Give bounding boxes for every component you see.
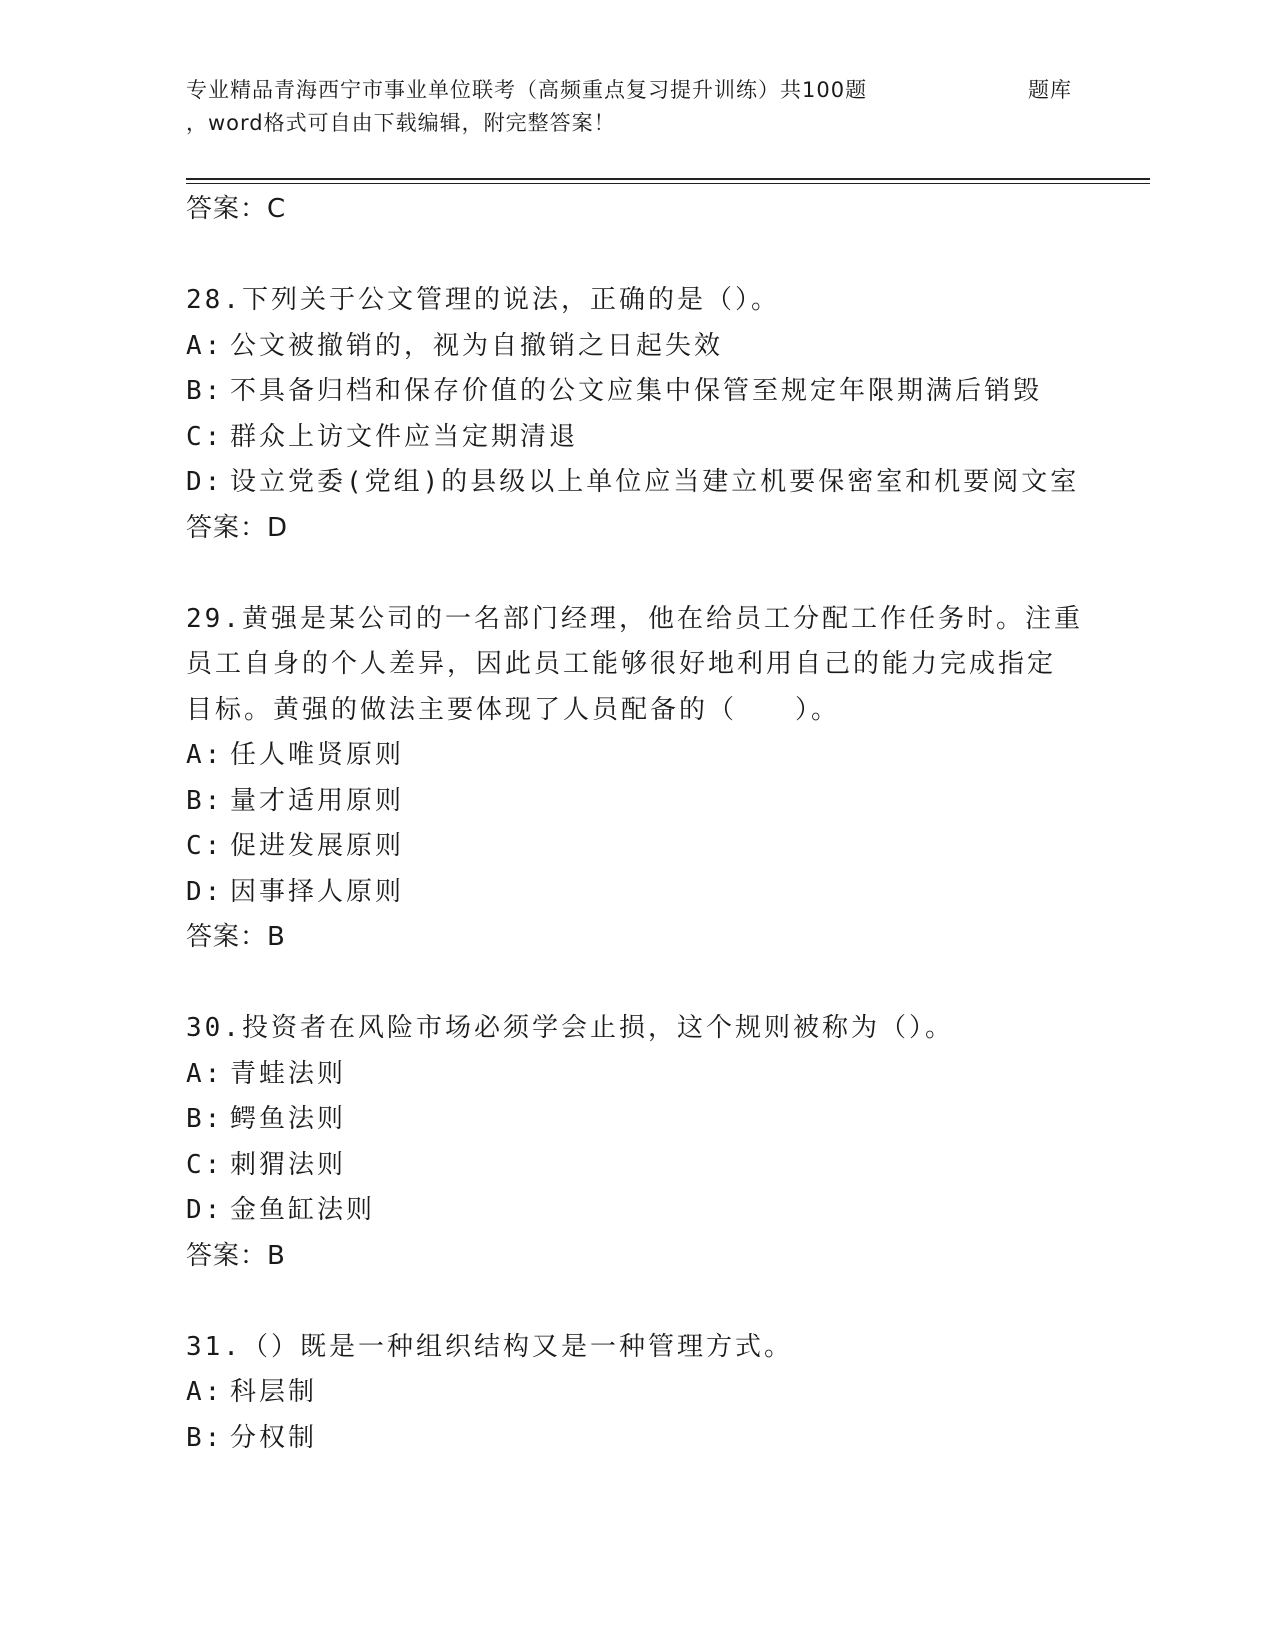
option-a: [186, 733, 1086, 779]
answer-line: 答案：B: [186, 922, 286, 952]
header-title-line-2: ，word格式可自由下载编辑，附完整答案！: [186, 111, 616, 135]
option-text: 分权制: [230, 1422, 318, 1453]
header-title-line-1: 专业精品青海西宁市事业单位联考（高频重点复习提升训练）共100题: [186, 78, 868, 102]
option-letter: B:: [186, 1422, 224, 1453]
option-letter: B:: [186, 376, 224, 406]
question-text-line-3: 目标。黄强的做法主要体现了人员配备的（ ）。: [186, 694, 841, 725]
question-text-line-2: 员工自身的个人差异，因此员工能够很好地利用自己的能力完成指定: [186, 649, 1057, 679]
option-text: 量才适用原则: [230, 785, 405, 816]
question-list: [186, 187, 1086, 1461]
option-b: [186, 369, 1086, 415]
option-letter: D:: [186, 467, 224, 497]
question-text: 31.（）既是一种组织结构又是一种管理方式。: [186, 1331, 793, 1362]
option-c: [186, 824, 1086, 870]
option-b: [186, 1416, 1086, 1462]
question-30: [186, 1006, 1086, 1279]
answer-line: 答案：C: [186, 194, 287, 224]
option-d: [186, 870, 1086, 916]
option-text: 促进发展原则: [230, 831, 405, 861]
option-text: 金鱼缸法则: [230, 1195, 376, 1225]
option-letter: A:: [186, 330, 224, 361]
question-text: 28.下列关于公文管理的说法，正确的是（）。: [186, 285, 780, 315]
option-letter: C:: [186, 831, 224, 861]
option-letter: B:: [186, 785, 224, 816]
option-text: 科层制: [230, 1377, 318, 1407]
option-b: [186, 1097, 1086, 1143]
question-28: [186, 278, 1086, 551]
question-31: [186, 1325, 1086, 1462]
option-text: 鳄鱼法则: [230, 1104, 347, 1134]
question-29: [186, 597, 1086, 961]
option-a: [186, 1052, 1086, 1098]
option-letter: A:: [186, 1377, 224, 1407]
option-text: 刺猬法则: [230, 1149, 347, 1180]
option-text: 青蛙法则: [230, 1058, 347, 1089]
option-text: 群众上访文件应当定期清退: [230, 421, 579, 452]
option-d: [186, 1188, 1086, 1234]
option-a: [186, 324, 1086, 370]
header-tag: 题库: [1028, 78, 1072, 102]
option-letter: D:: [186, 876, 224, 907]
header-divider-thin: [186, 183, 1150, 184]
option-letter: D:: [186, 1195, 224, 1225]
answer-line: 答案：B: [186, 1240, 286, 1271]
option-text: 设立党委(党组)的县级以上单位应当建立机要保密室和机要阅文室: [230, 467, 1080, 497]
header-divider-thick: [186, 178, 1150, 180]
option-text: 任人唯贤原则: [230, 740, 405, 770]
option-letter: A:: [186, 740, 224, 770]
option-letter: A:: [186, 1058, 224, 1089]
question-text-line-1: 29.黄强是某公司的一名部门经理，他在给员工分配工作任务时。注重: [186, 603, 1083, 634]
question-text: 30.投资者在风险市场必须学会止损，这个规则被称为（）。: [186, 1013, 954, 1043]
option-text: 公文被撤销的，视为自撤销之日起失效: [230, 330, 724, 361]
option-d: [186, 460, 1086, 506]
document-header: [186, 74, 1086, 140]
option-text: 因事择人原则: [230, 876, 405, 907]
answer-line: 答案：D: [186, 512, 289, 543]
option-letter: C:: [186, 1149, 224, 1180]
option-letter: B:: [186, 1104, 224, 1134]
option-c: [186, 415, 1086, 461]
option-c: [186, 1143, 1086, 1189]
option-a: [186, 1370, 1086, 1416]
option-text: 不具备归档和保存价值的公文应集中保管至规定年限期满后销毁: [230, 376, 1043, 406]
option-letter: C:: [186, 421, 224, 452]
option-b: [186, 779, 1086, 825]
